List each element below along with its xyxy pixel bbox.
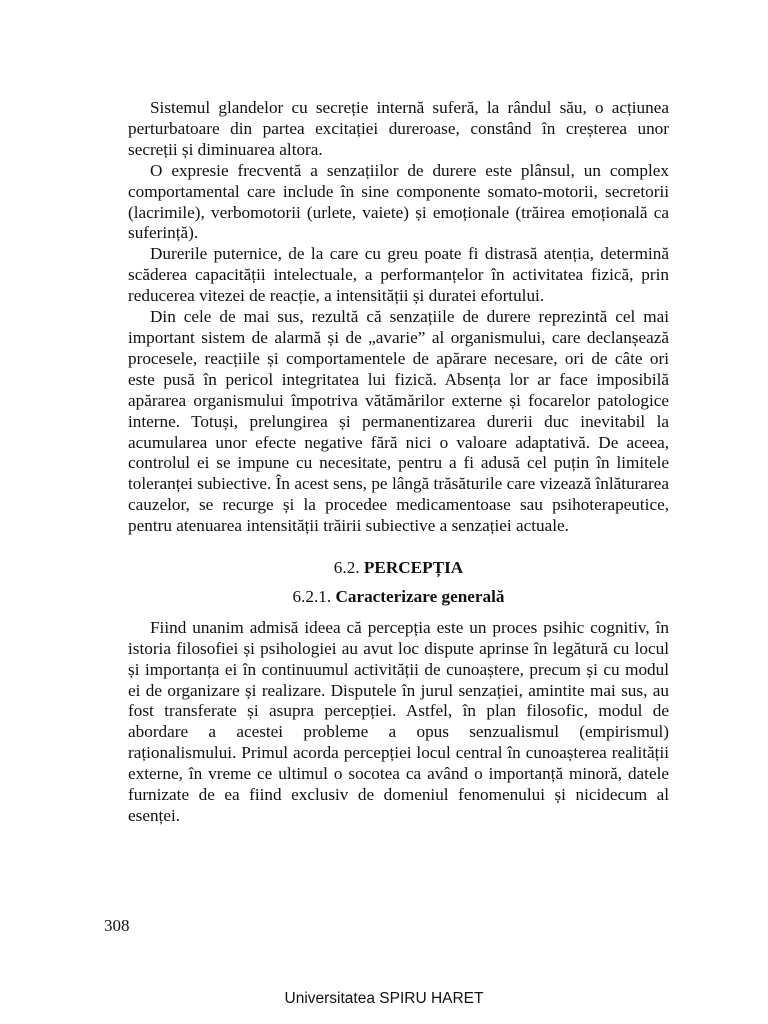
subsection-heading	[128, 587, 669, 608]
footer-institution: Universitatea SPIRU HARET	[284, 990, 484, 1007]
paragraph: Din cele de mai sus, rezultă că senzațiile de durere reprezintă cel mai important sistem de alarmă și de „avarie” al organismului, care declanșează procesele, reacțiile și comportamentele de apărare necesare, ori de câte ori este pusă în pericol integritatea lui fizică. Absența lor ar face imposibilă apărarea organismului împotriva vătămărilor externe și focarelor patologice interne. Totuși, prelungirea și permanentizarea durerii duc inevitabil la acumularea unor efecte negative fără nici o valoare adaptativă. De aceea, controlul ei se impune cu necesitate, pentru a fi adusă cel puțin în limitele toleranței subiective. În acest sens, pe lângă trăsăturile care vizează înlăturarea cauzelor, se recurge și la procedee medicamentoase sau psihoterapeutice, pentru atenuarea intensității trăirii subiective a senzației actuale.	[128, 307, 669, 536]
paragraph: O expresie frecventă a senzațiilor de durere este plânsul, un complex comportamental care include în sine componente somato-motorii, secretorii (lacrimile), verbomotorii (urlete, vaiete) și emoționale (trăirea emoțională ca suferință).	[128, 160, 669, 243]
paragraph: Fiind unanim admisă ideea că percepția este un proces psihic cognitiv, în istoria filosofiei și psihologiei au avut loc dispute aprinse în legătură cu locul și importanța ei în continuumul activității de cunoaștere, precum și cu modul ei de organizare și realizare. Disputele în jurul senzației, amintite mai sus, au fost transferate și asupra percepției. Astfel, în plan filosofic, modul de abordare a acestei probleme a opus senzualismul (empirismul) raționalismului. Primul acorda percepției locul central în cunoașterea realității externe, în vreme ce ultimul o socotea ca având o importanță minoră, datele furnizate de ea fiind exclusiv de domeniul fenomenului și nicidecum al esenței.	[128, 617, 669, 825]
section-title: PERCEPȚIA	[363, 558, 464, 578]
subsection-number: 6.2.1.	[292, 586, 336, 606]
paragraph: Sistemul glandelor cu secreție internă suferă, la rândul său, o acțiunea perturbatoare din partea excitației dureroase, constând în creșterea unor secreții și diminuarea altora.	[128, 98, 669, 159]
page-number: 308	[104, 916, 130, 935]
page-body	[128, 98, 669, 827]
paragraph: Durerile puternice, de la care cu greu poate fi distrasă atenția, determină scăderea capacității intelectuale, a performanțelor în activitatea fizică, prin reducerea vitezei de reacție, a intensității și duratei efortului.	[128, 244, 669, 306]
section-heading	[128, 558, 669, 579]
section-number: 6.2.	[333, 558, 364, 578]
subsection-title: Caracterizare generală	[335, 586, 505, 606]
